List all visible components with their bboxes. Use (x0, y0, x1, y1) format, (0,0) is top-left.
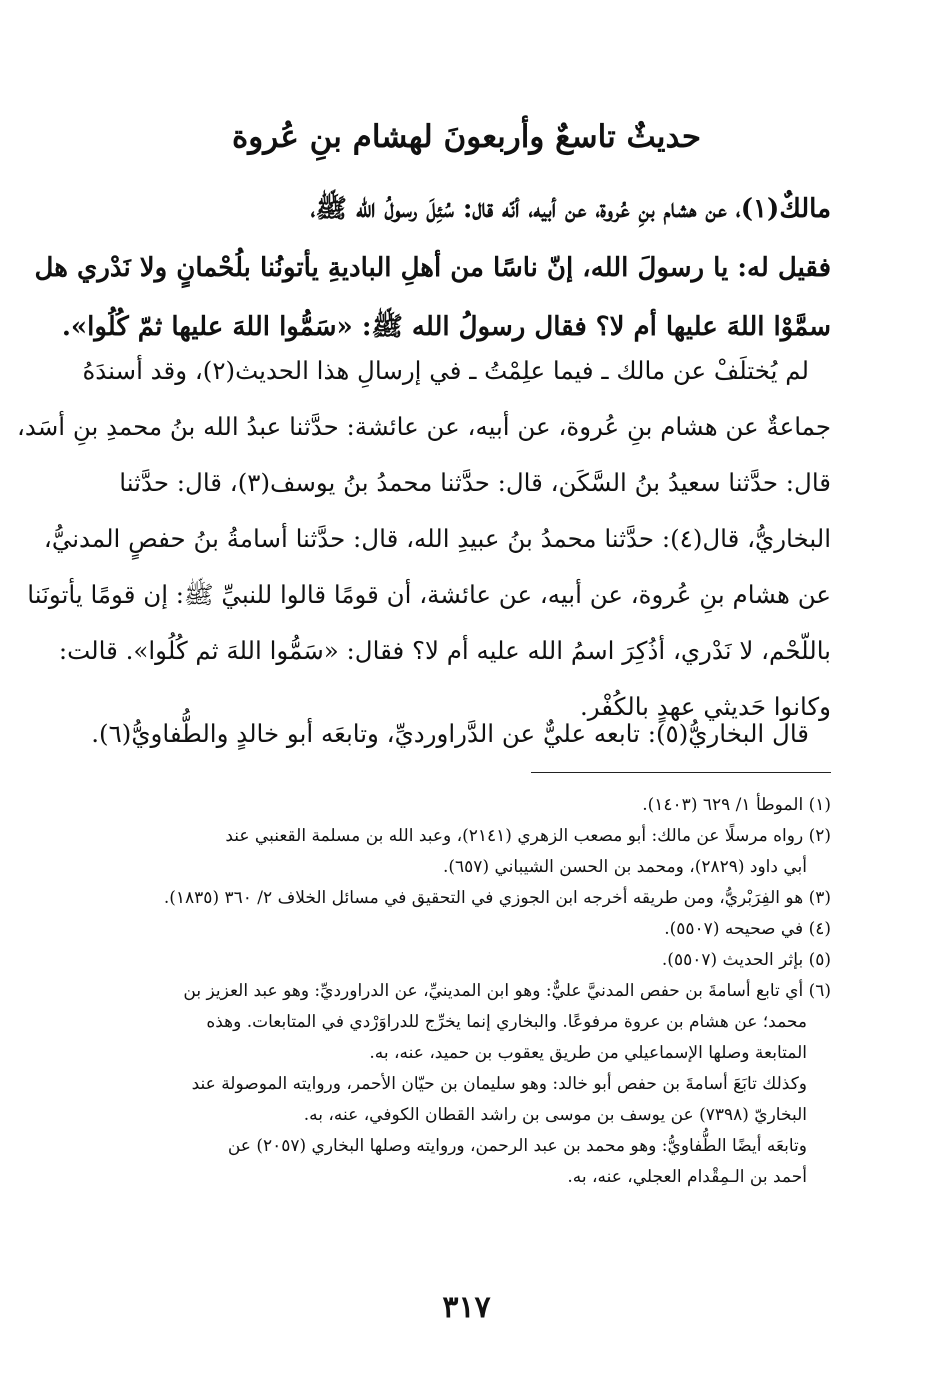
commentary-line: البخاريُّ، قال(٤): حدَّثنا محمدُ بنُ عبيدِ الله، قال: حدَّثنا أسامةُ بنُ حفصٍ المدنيُّ، (43, 524, 831, 553)
footnote-6-continued: البخاريّ (٧٣٩٨) عن يوسف بن موسى بن راشد القطان الكوفي، عنه، به. (303, 1105, 807, 1125)
footnote-6-continued: أحمد بن الـمِقْدام العجلي، عنه، به. (567, 1167, 807, 1187)
footnote-4: (٤) في صحيحه (٥٥٠٧). (664, 919, 831, 939)
hadith-text (34, 180, 831, 357)
footnote-6-continued: محمد؛ عن هشام بن عروة مرفوعًا. والبخاري إنما يخرِّج للدراوَرْدي في المتابعات. وهذه (206, 1012, 807, 1032)
commentary-line: جماعةٌ عن هشام بنِ عُروة، عن أبيه، عن عائشة: حدَّثنا عبدُ الله بنُ محمدِ بنِ أسَد، (16, 412, 831, 441)
commentary-paragraph (16, 343, 831, 735)
footnotes (102, 790, 831, 1193)
footnote-6-continued: وتابعَه أيضًا الطُّفاويُّ: وهو محمد بن عبد الرحمن، وروايته وصلها البخاري (٢٠٥٧) عن (227, 1136, 807, 1156)
hadith-line: مالكٌ(١)، عن هشام بنِ عُروة، عن أبيه، أنّه قال: سُئِلَ رسولُ الله ﷺ، (310, 194, 831, 224)
footnote-2-continued: أبي داود (٢٨٢٩)، ومحمد بن الحسن الشيباني (٦٥٧). (443, 857, 807, 877)
footnote-1: (١) الموطأ ١/ ٦٢٩ (١٤٠٣). (642, 795, 831, 815)
hadith-line: فقيل له: يا رسولَ الله، إنّ ناسًا من أهلِ الباديةِ يأتونُنا بلُحْمانٍ ولا نَدْري هل (34, 253, 831, 283)
commentary-line: عن هشام بنِ عُروة، عن أبيه، عن عائشة، أن قومًا قالوا للنبيِّ ﷺ: إن قومًا يأتونَنا (27, 580, 831, 609)
commentary-line: باللّحْم، لا نَدْري، أذُكِرَ اسمُ الله عليه أم لا؟ فقال: «سَمُّوا اللهَ ثم كُلُوا». قالت: (58, 636, 831, 665)
footnote-6: (٦) أي تابع أسامةَ بن حفص المدنيَّ عليٌّ: وهو ابن المدينيِّ، عن الدراورديِّ: وهو عبد العزيز بن (183, 981, 831, 1001)
footnote-2: (٢) رواه مرسلًا عن مالك: أبو مصعب الزهري (٢١٤١)، وعبد الله بن مسلمة القعنبي عند (225, 826, 831, 846)
footnote-3: (٣) هو الفِرَبْريُّ، ومن طريقه أخرجه ابن الجوزي في التحقيق في مسائل الخلاف ٢/ ٣٦٠ (١٨٣٥). (163, 888, 831, 908)
hadith-line: سمَّوْا اللهَ عليها أم لا؟ فقال رسولُ الله ﷺ: «سَمُّوا اللهَ عليها ثمّ كُلُوا». (61, 312, 831, 342)
footnote-6-continued: وكذلك تابَعَ أسامةَ بن حفص أبو خالد: وهو سليمان بن حيّان الأحمر، وروايته الموصولة عند (191, 1074, 807, 1094)
page-number: ٣١٧ (442, 1290, 491, 1325)
bukhari-line: قال البخاريُّ(٥): تابعه عليٌّ عن الدَّراورديِّ، وتابعَه أبو خالدٍ والطُّفاويُّ(٦). (91, 719, 809, 748)
commentary-line: لم يُختلَفْ عن مالك ـ فيما علِمْتُ ـ في إرسالِ هذا الحديث(٢)، وقد أسندَهُ (82, 356, 809, 385)
commentary-line: وكانوا حَديثي عهدٍ بالكُفْر. (580, 692, 831, 721)
footnote-5: (٥) بإثر الحديث (٥٥٠٧). (661, 950, 831, 970)
commentary-line: قال: حدَّثنا سعيدُ بنُ السَّكَن، قال: حدَّثنا محمدُ بنُ يوسف(٣)، قال: حدَّثنا (119, 468, 831, 497)
bukhari-paragraph (91, 706, 831, 762)
footnote-6-continued: المتابعة وصلها الإسماعيلي من طريق يعقوب بن حميد، عنه، به. (369, 1043, 807, 1063)
chapter-title: حديثٌ تاسعٌ وأربعونَ لهشام بنِ عُروة (232, 119, 701, 155)
footnote-separator (531, 772, 831, 773)
